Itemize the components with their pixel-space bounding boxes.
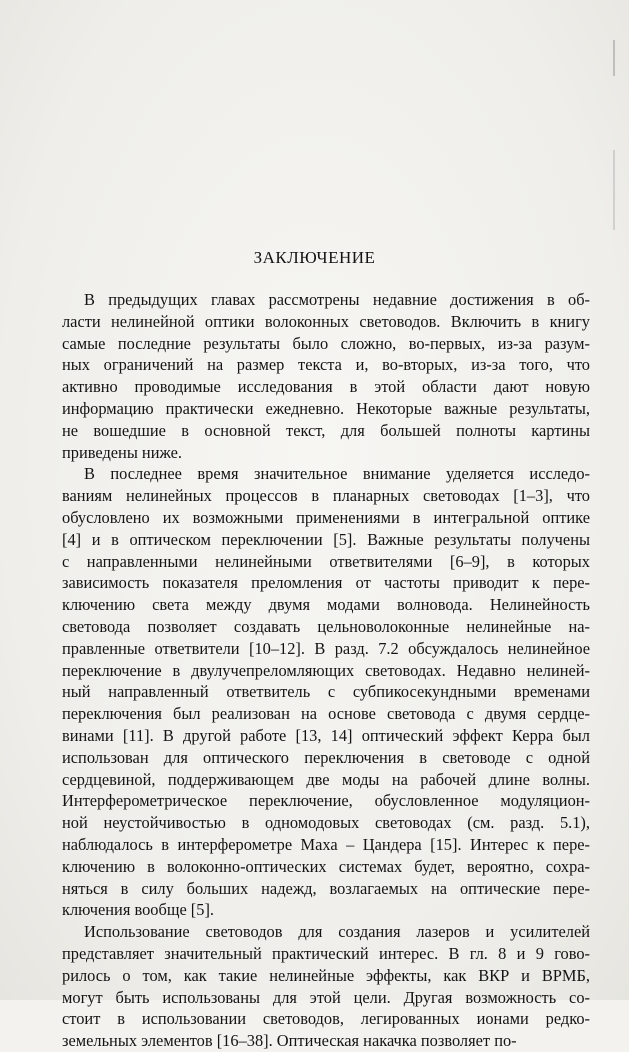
- text-line: не вошедшие в основной текст, для большей полноты картины: [62, 420, 590, 440]
- scan-edge-mark: [613, 150, 615, 230]
- text-line: правленные ответвители [10–12]. В разд. 7.2 обсуждалось нелинейное: [62, 638, 590, 658]
- text-line: ных ограничений на размер текста и, во-вторых, из-за того, что: [62, 355, 590, 375]
- text-line: использован для оптического переключения в световоде с одной: [62, 747, 590, 767]
- text-line: могут быть использованы для этой цели. Другая возможность со-: [62, 987, 590, 1007]
- text-line: няться в силу больших надежд, возлагаемых на оптические пере-: [62, 878, 590, 898]
- text-line: рилось о том, как такие нелинейные эффекты, как ВКР и ВРМБ,: [62, 965, 590, 985]
- text-line: информацию практически ежедневно. Некоторые важные результаты,: [62, 398, 590, 418]
- body-text: [62, 289, 590, 1052]
- paragraph: [62, 463, 590, 921]
- scan-edge-mark: [613, 40, 615, 76]
- text-line: световода позволяет создавать цельноволоконные нелинейные на-: [62, 616, 590, 636]
- text-line: приведены ниже.: [62, 442, 182, 462]
- chapter-title: ЗАКЛЮЧЕНИЕ: [253, 248, 376, 267]
- text-line: с направленными нелинейными ответвителями [6–9], в которых: [62, 551, 590, 571]
- text-line: переключения был реализован на основе световода с двумя сердце-: [62, 704, 590, 724]
- text-line: винами [11]. В другой работе [13, 14] оптический эффект Керра был: [62, 725, 590, 745]
- text-line: ласти нелинейной оптики волоконных световодов. Включить в книгу: [62, 311, 590, 331]
- text-line: ваниям нелинейных процессов в планарных световодах [1–3], что: [62, 486, 590, 506]
- paragraph: [62, 921, 590, 1052]
- text-line: зависимость показателя преломления от частоты приводит к пере-: [62, 573, 590, 593]
- text-line: стоит в использовании световодов, легированных ионами редко-: [62, 1009, 590, 1029]
- text-line: ключения вообще [5].: [62, 900, 215, 920]
- text-line: В предыдущих главах рассмотрены недавние достижения в об-: [84, 290, 590, 309]
- text-line: обусловлено их возможными применениями в интегральной оптике: [62, 507, 590, 527]
- text-line: [4] и в оптическом переключении [5]. Важные результаты получены: [62, 529, 590, 549]
- text-line: ключению света между двумя модами волновода. Нелинейность: [62, 595, 590, 615]
- text-line: наблюдалось в интерферометре Маха – Цандера [15]. Интерес к пере-: [62, 834, 590, 854]
- text-line: самые последние результаты было сложно, во-первых, из-за разум-: [62, 333, 590, 353]
- text-line: активно проводимые исследования в этой области дают новую: [62, 377, 590, 397]
- text-line: ный направленный ответвитель с субпикосекундными временами: [62, 682, 590, 702]
- text-line: В последнее время значительное внимание уделяется исследо-: [84, 464, 590, 484]
- text-line: переключение в двулучепреломляющих световодах. Недавно нелиней-: [62, 660, 590, 680]
- paragraph: [62, 289, 590, 463]
- text-line: ключению в волоконно-оптических системах будет, вероятно, сохра-: [62, 856, 590, 876]
- text-line: представляет значительный практический интерес. В гл. 8 и 9 гово-: [62, 943, 590, 963]
- text-line: земельных элементов [16–38]. Оптическая накачка позволяет по-: [62, 1031, 517, 1051]
- text-line: ной неустойчивостью в одномодовых световодах (см. разд. 5.1),: [62, 813, 590, 833]
- text-line: Интерферометрическое переключение, обусловленное модуляцион-: [62, 791, 590, 811]
- text-line: сердцевиной, поддерживающем две моды на рабочей длине волны.: [62, 769, 590, 789]
- text-line: Использование световодов для создания лазеров и усилителей: [84, 922, 590, 942]
